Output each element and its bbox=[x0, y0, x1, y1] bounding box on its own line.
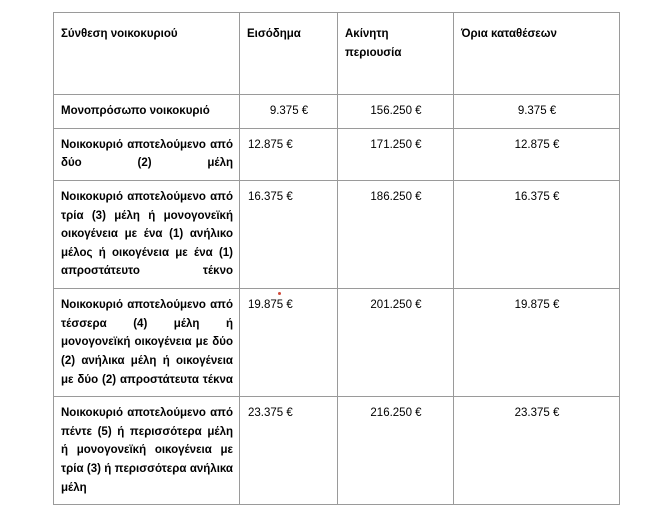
column-header-property: Ακίνητη περιουσία bbox=[338, 13, 454, 95]
cell-income: 9.375 € bbox=[240, 95, 338, 129]
cell-deposits: 9.375 € bbox=[454, 95, 620, 129]
column-header-composition: Σύνθεση νοικοκυριού bbox=[54, 13, 240, 95]
cell-property: 156.250 € bbox=[338, 95, 454, 129]
cell-income: 12.875 € bbox=[240, 128, 338, 180]
cell-income: 23.375 € bbox=[240, 397, 338, 505]
cell-deposits: 23.375 € bbox=[454, 397, 620, 505]
red-mark-icon bbox=[278, 292, 281, 295]
column-header-deposits: Όρια καταθέσεων bbox=[454, 13, 620, 95]
cell-property: 171.250 € bbox=[338, 128, 454, 180]
table-row bbox=[54, 397, 620, 505]
cell-property: 216.250 € bbox=[338, 397, 454, 505]
cell-deposits: 16.375 € bbox=[454, 180, 620, 288]
cell-income: 16.375 € bbox=[240, 180, 338, 288]
column-header-income: Εισόδημα bbox=[240, 13, 338, 95]
cell-composition: Νοικοκυριό αποτελούμενο από τρία (3) μέλη ή μονογονεϊκή οικογένεια με ένα (1) ανήλικο μέλος ή οικογένεια με ένα (1) απροστάτευτο τέκνο bbox=[54, 180, 240, 288]
cell-property: 186.250 € bbox=[338, 180, 454, 288]
cell-deposits: 12.875 € bbox=[454, 128, 620, 180]
cell-composition: Μονοπρόσωπο νοικοκυριό bbox=[54, 95, 240, 129]
table-row bbox=[54, 128, 620, 180]
table-header-row bbox=[54, 13, 620, 95]
cell-income: 19.875 € bbox=[240, 289, 338, 397]
cell-deposits: 19.875 € bbox=[454, 289, 620, 397]
cell-property: 201.250 € bbox=[338, 289, 454, 397]
table-row bbox=[54, 180, 620, 288]
cell-composition: Νοικοκυριό αποτελούμενο από τέσσερα (4) μέλη ή μονογονεϊκή οικογένεια με δύο (2) ανήλικα μέλη ή οικογένεια με δύο (2) απροστάτευτα τέκνα bbox=[54, 289, 240, 397]
table-row bbox=[54, 95, 620, 129]
table-row bbox=[54, 289, 620, 397]
cell-composition: Νοικοκυριό αποτελούμενο από δύο (2) μέλη bbox=[54, 128, 240, 180]
cell-composition: Νοικοκυριό αποτελούμενο από πέντε (5) ή περισσότερα μέλη ή μονογονεϊκή οικογένεια με τρία (3) ή περισσότερα ανήλικα μέλη bbox=[54, 397, 240, 505]
eligibility-criteria-table bbox=[53, 12, 620, 505]
